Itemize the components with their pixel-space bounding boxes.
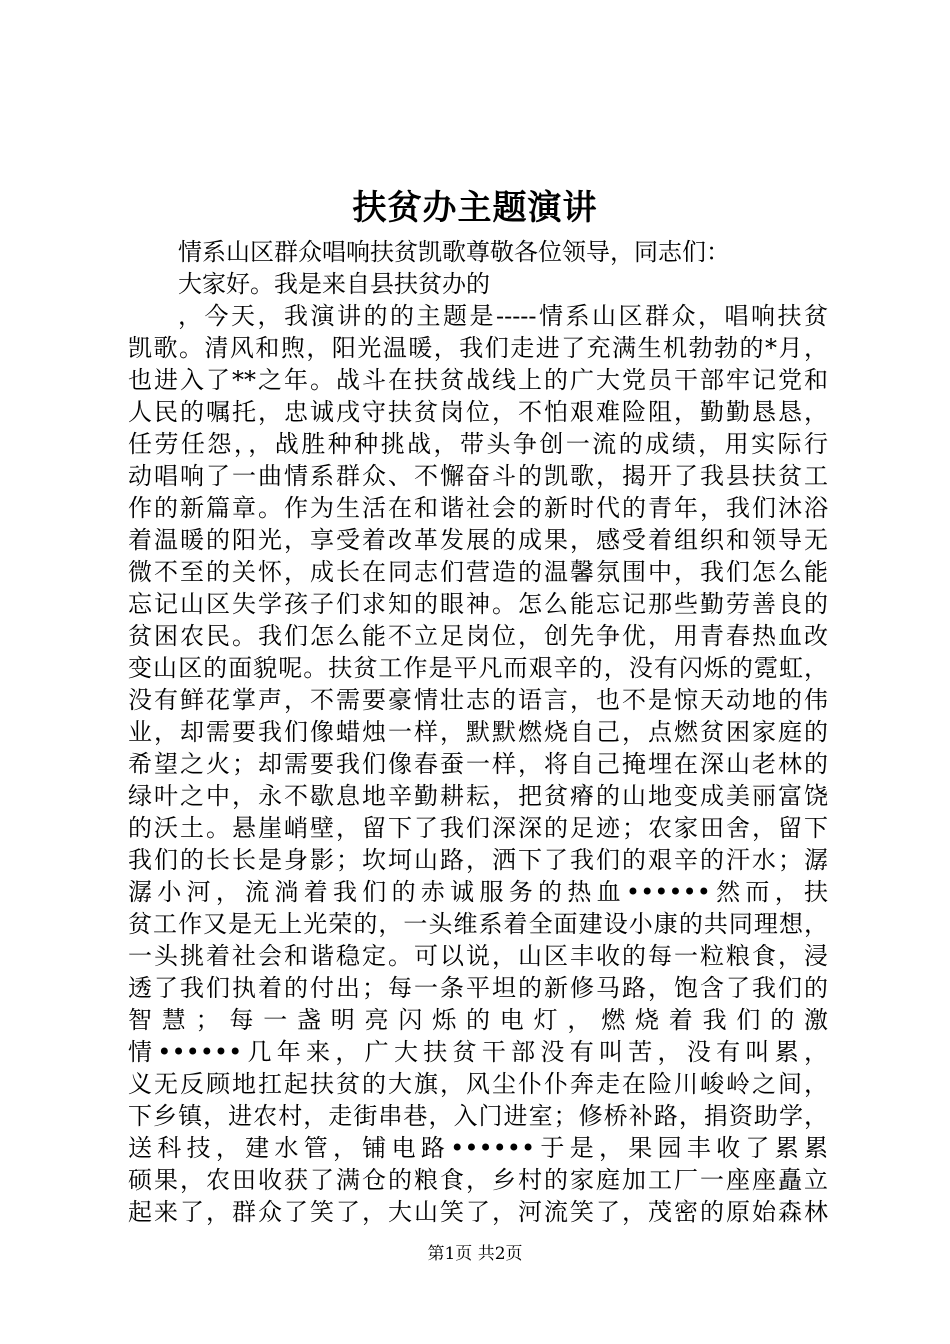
body-line: 下乡镇，进农村，走街串巷，入门进室；修桥补路，捐资助学， — [128, 1102, 828, 1130]
body-line: 贫困农民。我们怎么能不立足岗位，创先争优，用青春热血改 — [128, 622, 828, 650]
body-line: 大家好。我是来自县扶贫办的 — [178, 270, 490, 298]
body-line: 业，却需要我们像蜡烛一样，默默燃烧自己，点燃贫困家庭的 — [128, 718, 828, 746]
body-line: 潺小河，流淌着我们的赤诚服务的热血••••••然而，扶 — [128, 878, 828, 906]
body-line: ，今天，我演讲的的主题是-----情系山区群众，唱响扶贫 — [178, 302, 828, 330]
body-line: 我们的长长是身影；坎坷山路，洒下了我们的艰辛的汗水；潺 — [128, 846, 828, 874]
body-line: 起来了，群众了笑了，大山笑了，河流笑了，茂密的原始森林 — [128, 1198, 828, 1226]
body-line: 的沃土。悬崖峭壁，留下了我们深深的足迹；农家田舍，留下 — [128, 814, 828, 842]
body-line: 变山区的面貌呢。扶贫工作是平凡而艰辛的，没有闪烁的霓虹， — [128, 654, 828, 682]
body-line: 动唱响了一曲情系群众、不懈奋斗的凯歌，揭开了我县扶贫工 — [128, 462, 828, 490]
body-line: 情系山区群众唱响扶贫凯歌尊敬各位领导，同志们： — [178, 238, 730, 266]
body-line: 作的新篇章。作为生活在和谐社会的新时代的青年，我们沐浴 — [128, 494, 828, 522]
body-line: 绿叶之中，永不歇息地辛勤耕耘，把贫瘠的山地变成美丽富饶 — [128, 782, 828, 810]
body-line: 透了我们执着的付出；每一条平坦的新修马路，饱含了我们的 — [128, 974, 828, 1002]
body-line: 没有鲜花掌声，不需要豪情壮志的语言，也不是惊天动地的伟 — [128, 686, 828, 714]
body-line: 情••••••几年来，广大扶贫干部没有叫苦，没有叫累， — [128, 1038, 828, 1066]
body-line: 贫工作又是无上光荣的，一头维系着全面建设小康的共同理想， — [128, 910, 828, 938]
body-line: 一头挑着社会和谐稳定。可以说，山区丰收的每一粒粮食，浸 — [128, 942, 828, 970]
body-line: 送科技，建水管，铺电路••••••于是，果园丰收了累累 — [128, 1134, 828, 1162]
body-line: 硕果，农田收获了满仓的粮食，乡村的家庭加工厂一座座矗立 — [128, 1166, 828, 1194]
body-line: 任劳任怨，，战胜种种挑战，带头争创一流的成绩，用实际行 — [128, 430, 828, 458]
body-line: 人民的嘱托，忠诚戌守扶贫岗位，不怕艰难险阻，勤勤恳恳， — [128, 398, 828, 426]
body-line: 凯歌。清风和煦，阳光温暖，我们走进了充满生机勃勃的*月， — [128, 334, 828, 362]
body-line: 义无反顾地扛起扶贫的大旗，风尘仆仆奔走在险川峻岭之间， — [128, 1070, 828, 1098]
body-line: 也进入了**之年。战斗在扶贫战线上的广大党员干部牢记党和 — [128, 366, 828, 394]
body-line: 希望之火；却需要我们像春蚕一样，将自己掩埋在深山老林的 — [128, 750, 828, 778]
body-line: 智慧；每一盏明亮闪烁的电灯，燃烧着我们的激 — [128, 1006, 828, 1034]
body-line: 着温暖的阳光，享受着改革发展的成果，感受着组织和领导无 — [128, 526, 828, 554]
page-number-footer: 第1页 共2页 — [427, 1244, 523, 1264]
document-title: 扶贫办主题演讲 — [352, 188, 598, 228]
body-line: 忘记山区失学孩子们求知的眼神。怎么能忘记那些勤劳善良的 — [128, 590, 828, 618]
document-body — [128, 236, 828, 1228]
body-line: 微不至的关怀，成长在同志们营造的温馨氛围中，我们怎么能 — [128, 558, 828, 586]
